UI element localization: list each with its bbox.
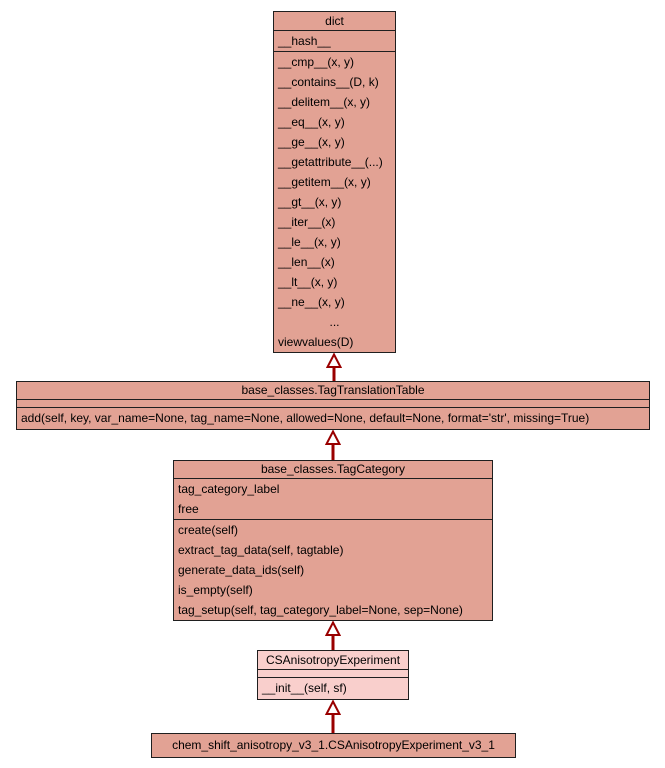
class-title[interactable]: chem_shift_anisotropy_v3_1.CSAnisotropyExperiment_v3_1 [172,738,495,752]
method-item: __contains__(D, k) [278,75,379,89]
method-item: __getitem__(x, y) [278,175,371,189]
class-box-cs-anisotropy-experiment-v3-1[interactable] [151,733,516,758]
method-item: generate_data_ids(self) [178,563,305,577]
method-item: tag_setup(self, tag_category_label=None, sep=None) [178,603,463,617]
method-item: __ge__(x, y) [278,135,345,149]
class-title[interactable]: dict [325,14,344,28]
method-item: __lt__(x, y) [278,275,338,289]
method-item: extract_tag_data(self, tagtable) [178,543,344,557]
method-item: __le__(x, y) [278,235,341,249]
method-item: __ne__(x, y) [278,295,345,309]
method-item: __getattribute__(...) [278,155,383,169]
attribute-item: tag_category_label [178,482,280,496]
method-item: __eq__(x, y) [278,115,345,129]
class-title[interactable]: CSAnisotropyExperiment [265,653,401,667]
inheritance-arrow [326,353,342,381]
method-item: __cmp__(x, y) [278,55,355,69]
attribute-item: __hash__ [278,34,331,48]
ellipsis-item: ... [329,315,340,329]
class-box-tag-translation-table[interactable] [16,381,650,430]
attribute-item: free [178,502,199,516]
method-item: viewvalues(D) [278,335,354,349]
empty-attributes-section [258,670,408,677]
method-item: create(self) [178,523,239,537]
method-item: __init__(self, sf) [262,681,347,695]
inheritance-arrow [325,700,341,733]
method-item: add(self, key, var_name=None, tag_name=None, allowed=None, default=None, format='str', missing=True) [21,411,590,425]
class-box-dict[interactable] [273,11,396,353]
inheritance-arrow [325,621,341,650]
method-item: __gt__(x, y) [278,195,342,209]
class-title[interactable]: base_classes.TagCategory [260,462,406,476]
class-box-cs-anisotropy-experiment[interactable] [257,650,409,700]
method-item: __delitem__(x, y) [278,95,371,109]
method-item: __len__(x) [278,255,335,269]
method-item: is_empty(self) [178,583,253,597]
inheritance-arrow [325,430,341,460]
method-item: __iter__(x) [278,215,336,229]
class-title[interactable]: base_classes.TagTranslationTable [241,383,425,397]
empty-attributes-section [17,400,649,407]
class-box-tag-category[interactable] [173,460,493,621]
